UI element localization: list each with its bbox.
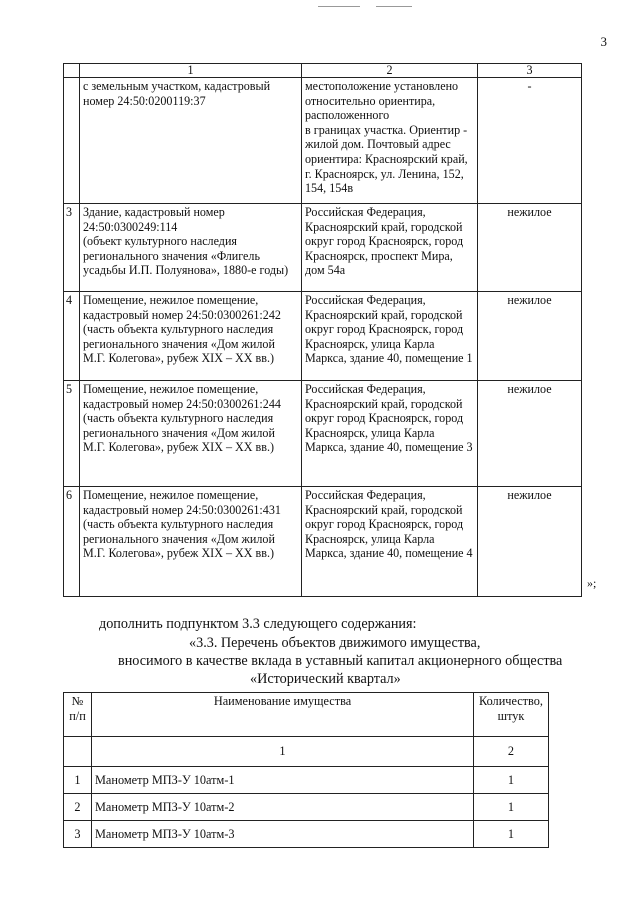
row-location: Российская Федерация, Красноярский край, городской округ город Красноярск, город Красноярск, улица Карла Маркса, здание 40, помещение 1 <box>302 292 478 381</box>
row-object: с земельным участком, кадастровый номер 24:50:0200119:37 <box>80 78 302 204</box>
property-table <box>63 63 582 597</box>
header-col-2: 2 <box>302 64 478 78</box>
row-name: Манометр МПЗ-У 10атм-2 <box>92 794 474 821</box>
row-number <box>64 78 80 204</box>
amendment-title-line3: «Исторический квартал» <box>250 671 401 687</box>
table-row <box>64 204 582 292</box>
table-row <box>64 381 582 487</box>
movable-table-header <box>64 693 549 737</box>
row-object: Помещение, нежилое помещение, кадастровый номер 24:50:0300261:242 (часть объекта культурного наследия регионального значения «Дом жилой М.Г. Колегова», рубеж XIX – XX вв.) <box>80 292 302 381</box>
row-type: - <box>478 78 582 204</box>
header-col-3: 3 <box>478 64 582 78</box>
top-rule-right <box>376 6 412 7</box>
subheader-num <box>64 737 92 767</box>
row-type: нежилое <box>478 381 582 487</box>
row-location: Российская Федерация, Красноярский край, городской округ город Красноярск, город Красноярск, улица Карла Маркса, здание 40, помещение 4 <box>302 487 478 597</box>
row-name: Манометр МПЗ-У 10атм-3 <box>92 821 474 848</box>
movable-property-table <box>63 692 549 848</box>
row-qty: 1 <box>474 821 549 848</box>
row-object: Помещение, нежилое помещение, кадастровый номер 24:50:0300261:431 (часть объекта культурного наследия регионального значения «Дом жилой М.Г. Колегова», рубеж XIX – XX вв.) <box>80 487 302 597</box>
table-row <box>64 794 549 821</box>
table-row <box>64 292 582 381</box>
row-type: нежилое <box>478 292 582 381</box>
row-name: Манометр МПЗ-У 10атм-1 <box>92 767 474 794</box>
amendment-intro: дополнить подпунктом 3.3 следующего содержания: <box>99 616 417 632</box>
row-qty: 1 <box>474 794 549 821</box>
header-name: Наименование имущества <box>92 693 474 737</box>
row-object: Помещение, нежилое помещение, кадастровый номер 24:50:0300261:244 (часть объекта культурного наследия регионального значения «Дом жилой М.Г. Колегова», рубеж XIX – XX вв.) <box>80 381 302 487</box>
amendment-title-line1: «3.3. Перечень объектов движимого имущества, <box>189 635 481 651</box>
row-number: 3 <box>64 204 80 292</box>
row-object: Здание, кадастровый номер 24:50:0300249:114 (объект культурного наследия регионального значения «Флигель усадьбы И.П. Полуянова», 1880-е годы) <box>80 204 302 292</box>
row-type: нежилое <box>478 487 582 597</box>
row-number: 1 <box>64 767 92 794</box>
row-number: 2 <box>64 794 92 821</box>
header-col-0 <box>64 64 80 78</box>
row-qty: 1 <box>474 767 549 794</box>
row-number: 4 <box>64 292 80 381</box>
closing-quote-mark: »; <box>587 576 597 590</box>
table-row <box>64 767 549 794</box>
table-row <box>64 821 549 848</box>
table-row <box>64 78 582 204</box>
row-location: Российская Федерация, Красноярский край, городской округ город Красноярск, город Красноярск, проспект Мира, дом 54а <box>302 204 478 292</box>
top-rule-left <box>318 6 360 7</box>
subheader-name: 1 <box>92 737 474 767</box>
header-col-1: 1 <box>80 64 302 78</box>
amendment-title-line2: вносимого в качестве вклада в уставный капитал акционерного общества <box>118 653 563 669</box>
table-row <box>64 487 582 597</box>
property-table-header <box>64 64 582 78</box>
row-location: местоположение установлено относительно ориентира, расположенного в границах участка. Ориентир - жилой дом. Почтовый адрес ориентира: Красноярский край, г. Красноярск, ул. Ленина, 152, 154, 154в <box>302 78 478 204</box>
row-number: 3 <box>64 821 92 848</box>
row-type: нежилое <box>478 204 582 292</box>
subheader-qty: 2 <box>474 737 549 767</box>
page-number: 3 <box>600 34 607 49</box>
header-num: № п/п <box>64 693 92 737</box>
movable-table-subheader <box>64 737 549 767</box>
row-number: 5 <box>64 381 80 487</box>
row-number: 6 <box>64 487 80 597</box>
header-qty: Количество, штук <box>474 693 549 737</box>
row-location: Российская Федерация, Красноярский край, городской округ город Красноярск, город Красноярск, улица Карла Маркса, здание 40, помещение 3 <box>302 381 478 487</box>
